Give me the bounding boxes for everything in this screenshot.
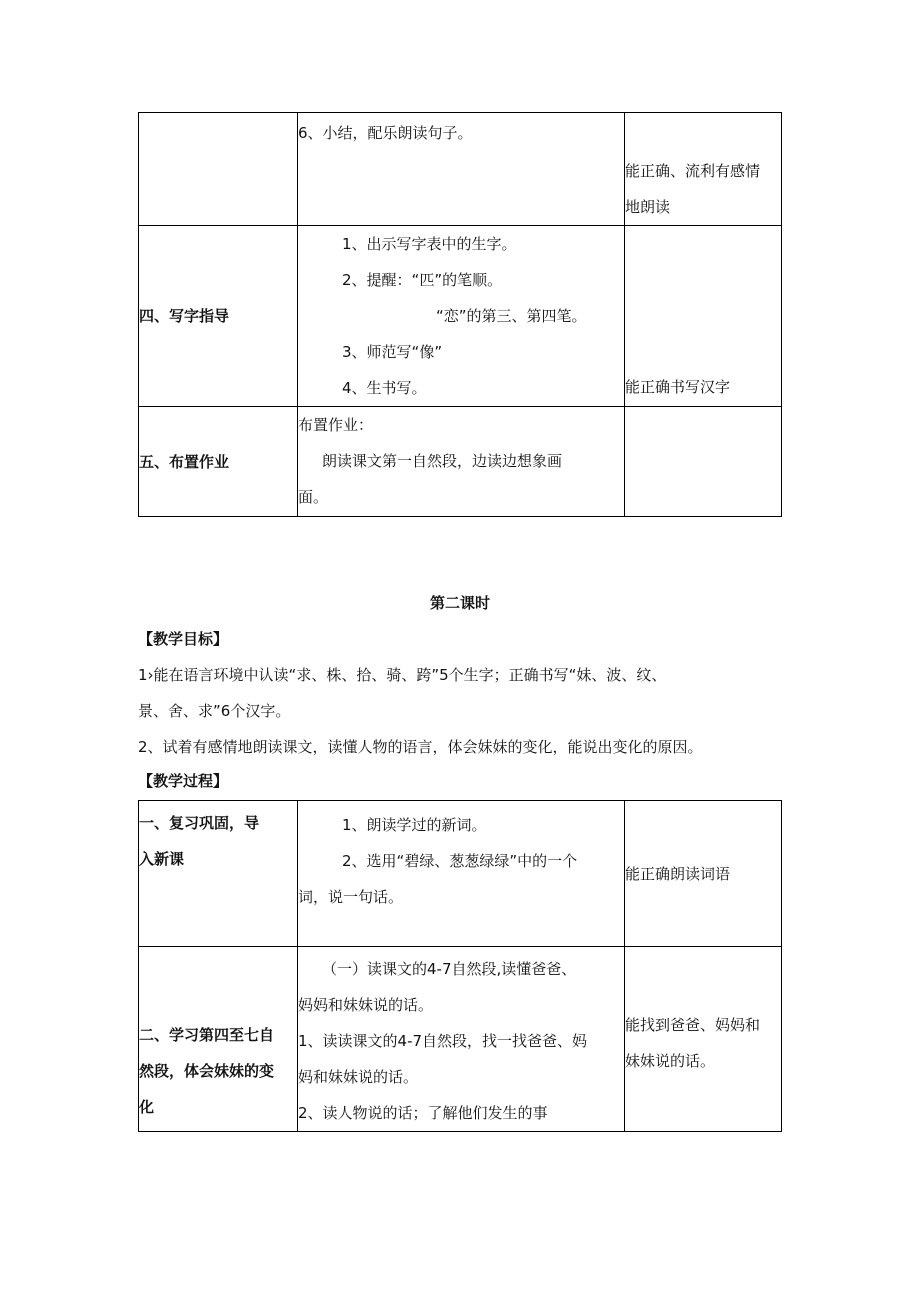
goal-cell (625, 407, 782, 517)
stage-line: 然段，体会妹妹的变 (139, 1062, 275, 1080)
table-row (139, 407, 782, 517)
stage-line: 化 (139, 1098, 155, 1116)
content-cell (298, 226, 625, 407)
content-line: 6、小结，配乐朗读句子。 (298, 124, 473, 142)
objectives-label: 【教学目标】 (138, 630, 229, 648)
lesson-2-title: 第二课时 (429, 594, 490, 612)
stage-cell (139, 113, 298, 226)
goal-cell (625, 801, 782, 947)
stage-line: 二、学习第四至七自 (139, 1026, 275, 1044)
lesson-plan-table-2 (138, 800, 782, 1132)
goal-line: 能正确、流利有感情 (625, 162, 761, 180)
content-line: 妈妈和妹妹说的话。 (298, 996, 434, 1014)
content-line: 2、选用“碧绿、葱葱绿绿”中的一个 (342, 852, 578, 870)
goal-line: 地朗读 (625, 198, 671, 216)
content-line: 面。 (298, 488, 329, 506)
content-cell (298, 407, 625, 517)
stage-cell (139, 947, 298, 1132)
objective-line: 1›能在语言环境中认读“求、株、拾、骑、跨”5个生字；正确书写“妹、波、纹、 (138, 666, 667, 684)
content-line: （一）读课文的4-7自然段,读懂爸爸、 (322, 960, 577, 978)
table-row (139, 801, 782, 947)
objective-line: 2、试着有感情地朗读课文，读懂人物的语言，体会妹妹的变化，能说出变化的原因。 (138, 738, 703, 756)
goal-cell (625, 113, 782, 226)
stage-line: 一、复习巩固，导 (139, 814, 260, 832)
table-row (139, 947, 782, 1132)
content-cell (298, 947, 625, 1132)
content-cell (298, 113, 625, 226)
stage-line: 入新课 (139, 850, 185, 868)
content-line: 布置作业： (298, 416, 374, 434)
table-row (139, 226, 782, 407)
content-line: 词，说一句话。 (298, 888, 404, 906)
content-cell (298, 801, 625, 947)
goal-cell (625, 226, 782, 407)
goal-cell (625, 947, 782, 1132)
content-line: 2、提醒：“匹”的笔顺。 (342, 271, 503, 289)
table-row (139, 113, 782, 226)
content-line: 3、师范写“像” (342, 343, 443, 361)
stage-cell: 四、写字指导 (139, 226, 298, 407)
goal-line: 能正确书写汉字 (625, 378, 731, 396)
content-line: 1、读读课文的4-7自然段，找一找爸爸、妈 (298, 1032, 588, 1050)
content-line: 1、朗读学过的新词。 (342, 816, 487, 834)
content-line: 朗读课文第一自然段，边读边想象画 (322, 452, 563, 470)
content-line: 2、读人物说的话；了解他们发生的事 (298, 1104, 548, 1122)
process-label: 【教学过程】 (138, 772, 229, 790)
objectives-list (138, 657, 788, 765)
content-line: 妈和妹妹说的话。 (298, 1068, 419, 1086)
objective-line: 景、舍、求”6个汉字。 (138, 702, 291, 720)
goal-line: 能正确朗读词语 (625, 864, 731, 883)
goal-line: 妹妹说的话。 (625, 1052, 716, 1070)
stage-cell (139, 801, 298, 947)
stage-cell: 五、布置作业 (139, 407, 298, 517)
lesson-plan-table-1 (138, 112, 782, 517)
content-line: 1、出示写字表中的生字。 (342, 235, 517, 253)
content-line: 4、生书写。 (342, 379, 427, 397)
goal-line: 能找到爸爸、妈妈和 (625, 1016, 761, 1034)
content-line: “恋”的第三、第四笔。 (436, 307, 587, 325)
